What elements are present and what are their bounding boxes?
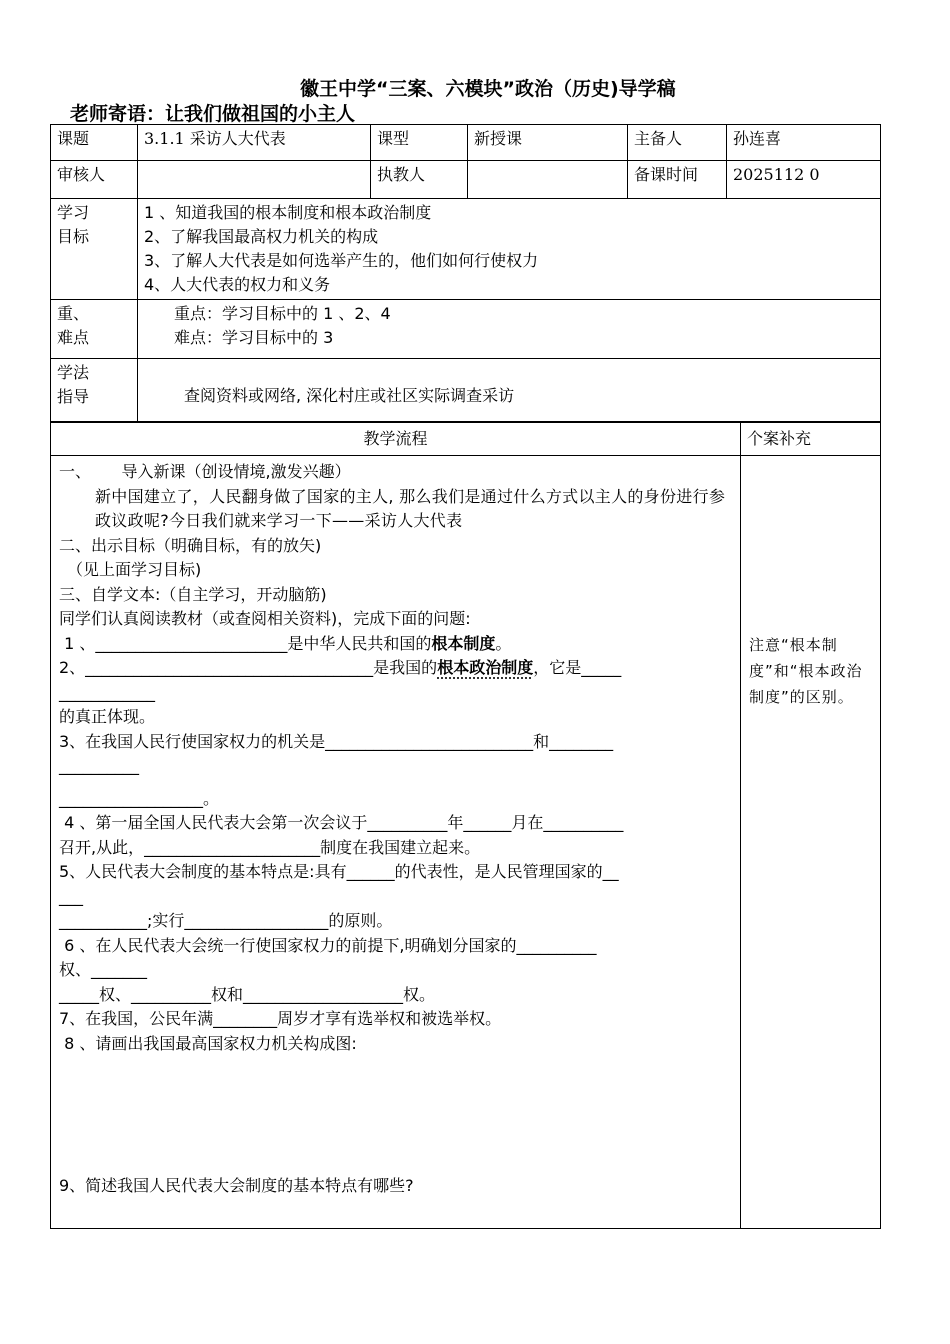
focus-content (138, 300, 881, 359)
question-2-line-2: ____________ (59, 682, 155, 702)
question-2-prefix: 2、____________________________________是我国的 (59, 658, 438, 677)
side-note: 注意“根本制度”和“根本政治制度”的区别。 (741, 456, 881, 1229)
author-value: 孙连喜 (727, 125, 881, 161)
question-1-prefix: 1 、________________________是中华人民共和国的 (59, 633, 432, 653)
question-5-line-1: 5、人民代表大会制度的基本特点是:具有______的代表性，是人民管理国家的__ (59, 862, 619, 881)
method-label-line-1: 学法 (57, 363, 90, 382)
question-1 (59, 632, 732, 657)
lesson-meta-table (50, 124, 881, 423)
goals-label-line-2: 目标 (57, 227, 90, 246)
method-value: 查阅资料或网络, 深化村庄或社区实际调查采访 (138, 359, 881, 423)
focus-label-line-1: 重、 (57, 304, 90, 323)
section-intro: 一、 导入新课（创设情境,激发兴趣） (59, 462, 351, 481)
question-4-line-2: 召开,从此，______________________制度在我国建立起来。 (59, 837, 481, 857)
type-label: 课型 (371, 125, 468, 161)
reviewer-label: 审核人 (51, 161, 138, 199)
goals-label (51, 199, 138, 300)
goals-label-line-1: 学习 (57, 203, 90, 222)
teacher-value (468, 161, 628, 199)
goals-list (138, 199, 881, 300)
teacher-motto: 老师寄语：让我们做祖国的小主人 (70, 103, 356, 125)
teacher-label: 执教人 (371, 161, 468, 199)
question-3-line-1: 3、在我国人民行使国家权力的机关是__________________________和________ (59, 731, 614, 751)
section-self-study: 三、自学文本:（自主学习，开动脑筋) (59, 584, 327, 604)
question-4-line-1: 4 、第一届全国人民代表大会第一次会议于__________年______月在__________ (59, 813, 624, 832)
flow-header: 教学流程 (51, 422, 741, 456)
question-1-suffix: 。 (495, 633, 512, 653)
question-3-line-3: __________________。 (59, 788, 220, 808)
teaching-flow-table (50, 421, 881, 1229)
drawing-space (59, 1056, 732, 1174)
section-goals: 二、出示目标（明确目标，有的放矢) (59, 535, 322, 555)
intro-text: 新中国建立了，人民翻身做了国家的主人, 那么我们是通过什么方式以主人的身份进行参政议政呢?今日我们就来学习一下——采访人大代表 (95, 486, 726, 530)
question-6-line-3: _____权、__________权和____________________权。 (59, 984, 436, 1004)
flow-content (51, 456, 741, 1229)
goals-ref: （见上面学习目标) (67, 560, 202, 579)
focus-key: 重点：学习目标中的 1 、2、4 (174, 304, 391, 323)
question-5-line-3: ___________;实行__________________的原则。 (59, 911, 393, 930)
question-9: 9、简述我国人民代表大会制度的基本特点有哪些? (59, 1176, 414, 1195)
question-6-line-2: 权、_______ (59, 960, 148, 979)
question-5-line-2: ___ (59, 886, 83, 906)
question-6-line-1: 6 、在人民代表大会统一行使国家权力的前提下,明确划分国家的__________ (59, 935, 597, 955)
goal-item: 4、人大代表的权力和义务 (144, 275, 331, 294)
question-2-line-3: 的真正体现。 (59, 707, 156, 726)
method-label-line-2: 指导 (57, 387, 90, 406)
question-1-emphasis: 根本制度 (431, 633, 496, 653)
question-3-line-2: __________ (59, 756, 139, 775)
question-2-emphasis: 根本政治制度 (437, 658, 534, 677)
reviewer-value (138, 161, 371, 199)
date-value: 2025112 0 (727, 161, 881, 199)
side-header: 个案补充 (741, 422, 881, 456)
question-2 (59, 656, 732, 681)
focus-label (51, 300, 138, 359)
focus-hard: 难点：学习目标中的 3 (174, 328, 334, 347)
focus-label-line-2: 难点 (57, 328, 90, 347)
topic-label: 课题 (51, 125, 138, 161)
question-8: 8 、请画出我国最高国家权力机关构成图: (59, 1033, 357, 1053)
type-value: 新授课 (468, 125, 628, 161)
self-study-text: 同学们认真阅读教材（或查阅相关资料)，完成下面的问题: (59, 609, 471, 628)
date-label: 备课时间 (628, 161, 727, 199)
goal-item: 2、了解我国最高权力机关的构成 (144, 227, 379, 246)
author-label: 主备人 (628, 125, 727, 161)
goal-item: 3、了解人大代表是如何选举产生的，他们如何行使权力 (144, 251, 539, 270)
topic-value: 3.1.1 采访人大代表 (138, 125, 371, 161)
question-2-suffix: ，它是_____ (533, 658, 622, 677)
question-7: 7、在我国，公民年满________周岁才享有选举权和被选举权。 (59, 1009, 502, 1028)
method-label (51, 359, 138, 423)
page-title: 徽王中学“三案、六模块”政治（历史)导学稿 (300, 78, 676, 100)
goal-item: 1 、知道我国的根本制度和根本政治制度 (144, 203, 432, 222)
